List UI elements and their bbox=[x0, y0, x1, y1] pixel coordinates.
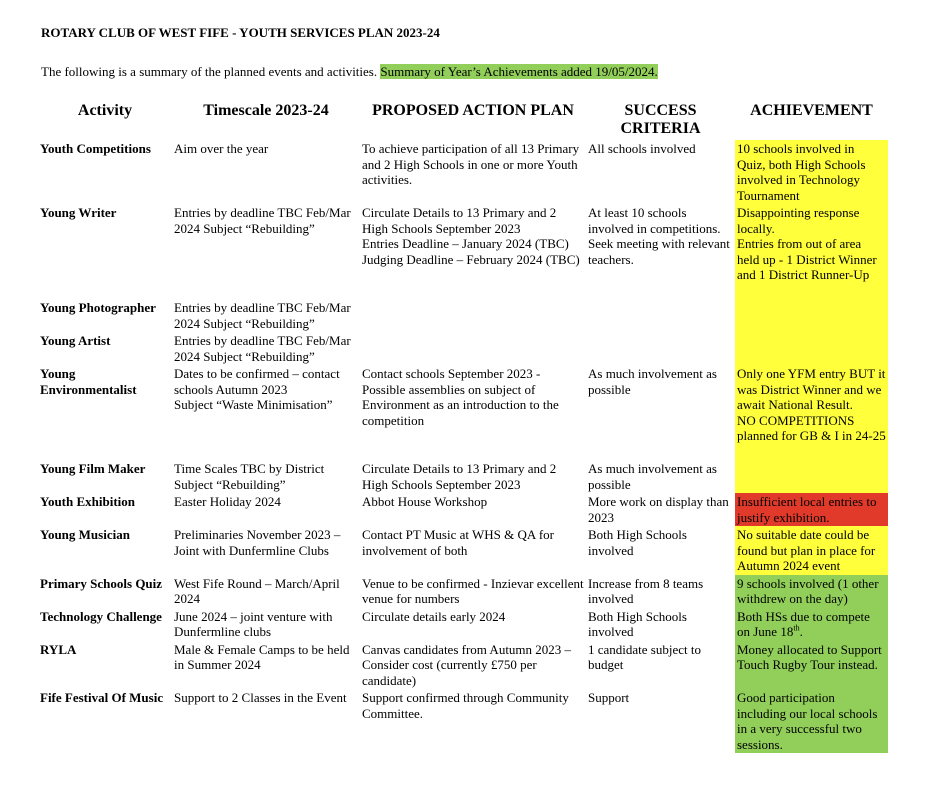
document-title: ROTARY CLUB OF WEST FIFE - YOUTH SERVICES PLAN 2023-24 bbox=[41, 25, 440, 40]
intro-text: The following is a summary of the planned events and activities. bbox=[41, 64, 378, 79]
table-row bbox=[38, 526, 888, 575]
activity-cell: Primary Schools Quiz bbox=[40, 575, 163, 591]
action-cell: Contact PT Music at WHS & QA for involvement of both bbox=[362, 527, 554, 558]
youth-services-plan-table bbox=[38, 100, 888, 753]
timescale-cell: Support to 2 Classes in the Event bbox=[174, 690, 347, 705]
achievement-cell: Insufficient local entries to justify exhibition. bbox=[735, 493, 888, 526]
success-cell bbox=[586, 332, 735, 365]
activity-cell: Technology Challenge bbox=[40, 608, 162, 624]
timescale-cell: June 2024 – joint venture with Dunfermline clubs bbox=[174, 608, 333, 639]
table-row bbox=[38, 575, 888, 608]
activity-cell: Young Artist bbox=[40, 333, 111, 348]
activity-cell: Young Musician bbox=[40, 527, 130, 542]
timescale-cell: Entries by deadline TBC Feb/Mar 2024 Subject “Rebuilding” bbox=[174, 205, 351, 236]
timescale-cell: Dates to be confirmed – contact schools Autumn 2023 Subject “Waste Minimisation” bbox=[174, 366, 340, 412]
timescale-cell: West Fife Round – March/April 2024 bbox=[174, 575, 340, 606]
success-cell: Both High Schools involved bbox=[588, 608, 687, 639]
activity-cell: Youth Competitions bbox=[40, 141, 151, 156]
activity-cell: Young Photographer bbox=[40, 300, 156, 315]
success-cell: As much involvement as possible bbox=[588, 461, 717, 492]
success-cell: Support bbox=[588, 690, 630, 705]
achievement-tail: . bbox=[799, 624, 803, 639]
achievement-cell: 10 schools involved in Quiz, both High Schools involved in Technology Tournament bbox=[735, 140, 888, 204]
achievement-cell bbox=[735, 460, 888, 493]
activity-cell: RYLA bbox=[40, 641, 77, 657]
activity-cell: Young Environmentalist bbox=[40, 366, 137, 397]
timescale-cell: Entries by deadline TBC Feb/Mar 2024 Subject “Rebuilding” bbox=[174, 333, 351, 364]
action-cell: Circulate Details to 13 Primary and 2 High Schools September 2023 Entries Deadline – January 2024 (TBC) Judging Deadline – February 2024 (TBC) bbox=[362, 205, 580, 267]
timescale-cell: Preliminaries November 2023 – Joint with Dunfermline Clubs bbox=[174, 527, 341, 558]
timescale-cell: Easter Holiday 2024 bbox=[174, 494, 281, 509]
table-row bbox=[38, 332, 888, 365]
achievement-cell: Only one YFM entry BUT it was District Winner and we await National Result. NO COMPETITIONS planned for GB & I in 24-25 bbox=[735, 365, 888, 460]
intro-highlight: Summary of Year’s Achievements added 19/05/2024. bbox=[380, 64, 658, 79]
achievement-cell bbox=[735, 332, 888, 365]
success-cell: More work on display than 2023 bbox=[588, 494, 729, 525]
achievement-cell: Money allocated to Support Touch Rugby Tour instead. bbox=[735, 641, 888, 690]
header-action-plan: PROPOSED ACTION PLAN bbox=[372, 102, 574, 119]
activity-cell: Fife Festival Of Music bbox=[40, 690, 164, 705]
success-cell: As much involvement as possible bbox=[588, 366, 717, 397]
table-row bbox=[38, 140, 888, 204]
timescale-cell: Time Scales TBC by District Subject “Rebuilding” bbox=[174, 461, 325, 492]
action-cell: Circulate Details to 13 Primary and 2 High Schools September 2023 bbox=[362, 461, 557, 492]
action-cell: Canvas candidates from Autumn 2023 – Consider cost (currently £750 per candidate) bbox=[362, 641, 572, 688]
header-achievement: ACHIEVEMENT bbox=[750, 102, 873, 119]
table-row bbox=[38, 365, 888, 460]
header-timescale: Timescale 2023-24 bbox=[203, 102, 329, 119]
action-cell: Abbot House Workshop bbox=[362, 494, 488, 509]
success-cell bbox=[586, 299, 735, 332]
table-row bbox=[38, 204, 888, 299]
success-cell: At least 10 schools involved in competitions. Seek meeting with relevant teachers. bbox=[588, 205, 730, 267]
timescale-cell: Aim over the year bbox=[174, 141, 269, 156]
activity-cell: Youth Exhibition bbox=[40, 494, 136, 509]
header-activity: Activity bbox=[77, 102, 133, 119]
action-cell: Venue to be confirmed - Inzievar excellent venue for numbers bbox=[362, 575, 584, 606]
success-cell: All schools involved bbox=[588, 141, 696, 156]
action-cell: Circulate details early 2024 bbox=[362, 608, 506, 624]
action-cell: To achieve participation of all 13 Primary and 2 High Schools in one or more Youth activities. bbox=[362, 141, 580, 187]
achievement-text: Both HSs due to compete on June 18 bbox=[737, 608, 870, 639]
achievement-cell bbox=[735, 608, 888, 641]
activity-cell: Young Film Maker bbox=[40, 461, 146, 476]
action-cell: Contact schools September 2023 - Possible assemblies on subject of Environment as an introduction to the competition bbox=[362, 366, 559, 428]
intro-paragraph bbox=[41, 64, 658, 80]
header-success-criteria: SUCCESS CRITERIA bbox=[620, 102, 701, 137]
table-header-row bbox=[38, 100, 888, 140]
table-row bbox=[38, 299, 888, 332]
achievement-cell bbox=[735, 299, 888, 332]
timescale-cell: Entries by deadline TBC Feb/Mar 2024 Subject “Rebuilding” bbox=[174, 300, 351, 331]
achievement-cell: Good participation including our local schools in a very successful two sessions. bbox=[735, 689, 888, 753]
table-row bbox=[38, 493, 888, 526]
achievement-cell: No suitable date could be found but plan in place for Autumn 2024 event bbox=[735, 526, 888, 575]
achievement-cell: Disappointing response locally. Entries from out of area held up - 1 District Winner and 1 District Runner-Up bbox=[735, 204, 888, 299]
timescale-cell: Male & Female Camps to be held in Summer 2024 bbox=[174, 641, 350, 672]
success-cell: Both High Schools involved bbox=[588, 527, 687, 558]
success-cell: 1 candidate subject to budget bbox=[588, 641, 701, 672]
table-row bbox=[38, 641, 888, 690]
success-cell: Increase from 8 teams involved bbox=[588, 575, 704, 606]
table-row bbox=[38, 689, 888, 753]
action-cell: Support confirmed through Community Committee. bbox=[362, 690, 569, 721]
table-row bbox=[38, 460, 888, 493]
activity-cell: Young Writer bbox=[40, 205, 117, 220]
table-row bbox=[38, 608, 888, 641]
achievement-cell: 9 schools involved (1 other withdrew on the day) bbox=[735, 575, 888, 608]
action-cell bbox=[360, 299, 586, 332]
action-cell bbox=[360, 332, 586, 365]
ordinal-suffix: th bbox=[793, 623, 800, 633]
